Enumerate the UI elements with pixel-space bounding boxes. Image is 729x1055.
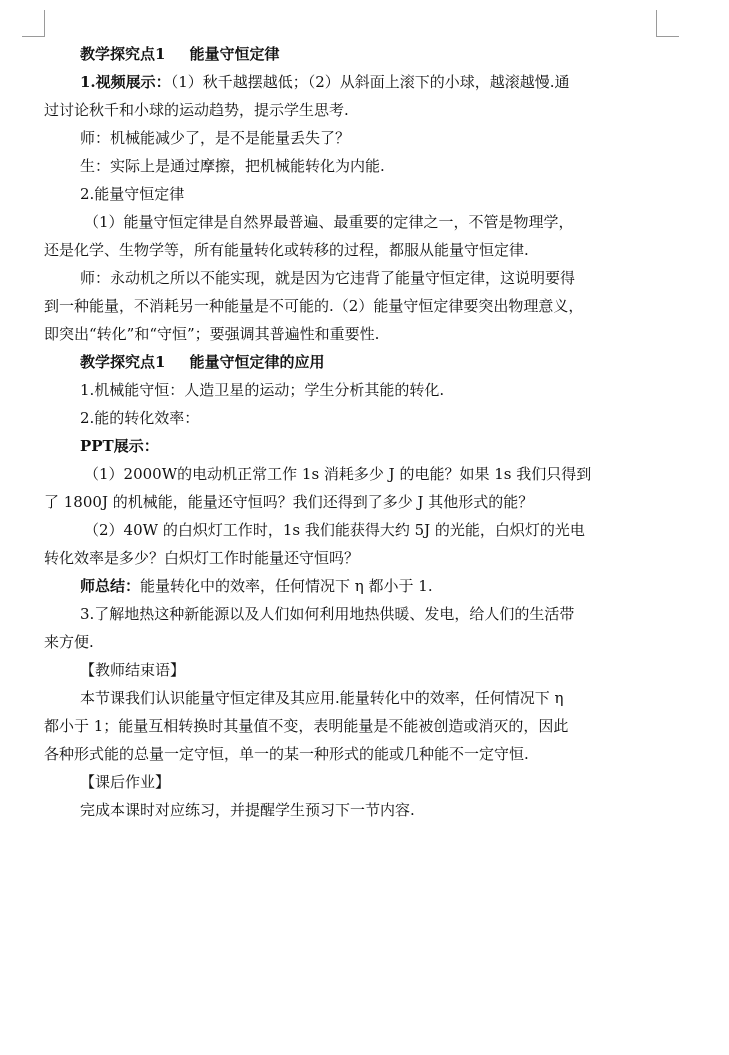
homework-text: 完成本课时对应练习，并提醒学生预习下一节内容. — [80, 801, 415, 819]
page-corner-mark-top-right — [656, 10, 679, 37]
application-item-1: 1.机械能守恒：人造卫星的运动；学生分析其能的转化. — [80, 381, 445, 399]
law-teacher-line-3: 即突出“转化”和“守恒”；要强调其普遍性和重要性. — [44, 325, 380, 343]
section-heading-1 — [44, 40, 666, 68]
video-label: 1.视频展示 — [80, 73, 156, 91]
student-answer: 生：实际上是通过摩擦，把机械能转化为内能. — [80, 157, 385, 175]
video-label-colon: ： — [155, 73, 171, 91]
law-title: 2.能量守恒定律 — [80, 185, 185, 203]
question-2-line-1: （2）40W 的白炽灯工作时，1s 我们能获得大约 5J 的光能，白炽灯的光电 — [84, 521, 585, 539]
section-heading-2 — [44, 348, 666, 376]
document-body — [44, 40, 666, 824]
section-heading-number: 教学探究点1 — [80, 353, 166, 371]
video-paragraph-line-1 — [44, 68, 666, 96]
teacher-question: 师：机械能减少了，是不是能量丢失了？ — [80, 129, 351, 147]
closing-line-3: 各种形式能的总量一定守恒，单一的某一种形式的能或几种能不一定守恒. — [44, 745, 529, 763]
section-heading-title: 能量守恒定律 — [189, 45, 280, 63]
law-teacher-line-1: 师：永动机之所以不能实现，就是因为它违背了能量守恒定律，这说明要得 — [80, 269, 576, 287]
teacher-summary — [44, 572, 666, 600]
summary-text: 能量转化中的效率，任何情况下 η 都小于 1. — [140, 577, 433, 595]
summary-label: 师总结： — [80, 577, 141, 595]
video-text-1: （1）秋千越摆越低；（2）从斜面上滚下的小球，越滚越慢.通 — [170, 73, 570, 91]
application-item-3-line-1: 3.了解地热这种新能源以及人们如何利用地热供暖、发电，给人们的生活带 — [80, 605, 575, 623]
ppt-label: PPT展示： — [80, 437, 159, 455]
page-corner-mark-top-left — [22, 10, 45, 37]
closing-title: 【教师结束语】 — [80, 661, 186, 679]
closing-line-1: 本节课我们认识能量守恒定律及其应用.能量转化中的效率，任何情况下 η — [80, 689, 564, 707]
video-paragraph-line-2: 过讨论秋千和小球的运动趋势，提示学生思考. — [44, 101, 349, 119]
homework-title: 【课后作业】 — [80, 773, 171, 791]
law-point1-line-1: （1）能量守恒定律是自然界最普遍、最重要的定律之一，不管是物理学， — [84, 213, 574, 231]
section-heading-number: 教学探究点1 — [80, 45, 166, 63]
question-1-line-2: 了 1800J 的机械能，能量还守恒吗？我们还得到了多少 J 其他形式的能？ — [44, 493, 534, 511]
law-teacher-line-2: 到一种能量，不消耗另一种能量是不可能的.（2）能量守恒定律要突出物理意义， — [44, 297, 584, 315]
section-heading-title: 能量守恒定律的应用 — [189, 353, 325, 371]
question-1-line-1: （1）2000W的电动机正常工作 1s 消耗多少 J 的电能？如果 1s 我们只得到 — [84, 465, 592, 483]
application-item-3-line-2: 来方便. — [44, 633, 94, 651]
application-item-2: 2.能的转化效率： — [80, 409, 200, 427]
question-2-line-2: 转化效率是多少？白炽灯工作时能量还守恒吗？ — [44, 549, 360, 567]
law-point1-line-2: 还是化学、生物学等，所有能量转化或转移的过程，都服从能量守恒定律. — [44, 241, 529, 259]
closing-line-2: 都小于 1；能量互相转换时其量值不变，表明能量是不能被创造或消灭的，因此 — [44, 717, 569, 735]
